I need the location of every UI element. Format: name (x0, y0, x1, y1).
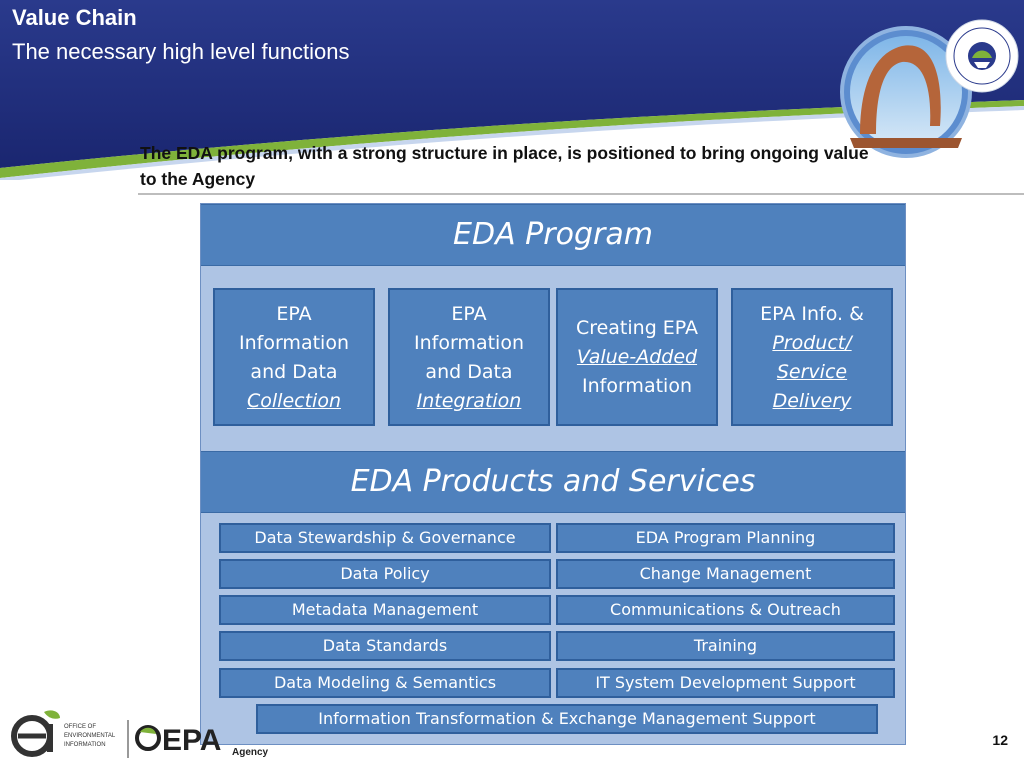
function-box-collection (213, 288, 375, 426)
function-line: and Data (250, 361, 338, 383)
oei-logo-icon (14, 710, 116, 754)
headline-divider (138, 193, 1024, 195)
svg-text:Agency: Agency (232, 747, 269, 758)
service-item: Change Management (556, 559, 895, 589)
function-emphasis: Value-Added (576, 345, 698, 368)
service-item: Data Stewardship & Governance (219, 523, 551, 553)
footer-logos (6, 706, 276, 766)
function-emphasis: Product/ (772, 332, 852, 354)
service-item: Data Standards (219, 631, 551, 661)
service-item: Data Modeling & Semantics (219, 668, 551, 698)
service-item: Metadata Management (219, 595, 551, 625)
function-line: and Data (425, 361, 513, 383)
service-item: IT System Development Support (556, 668, 895, 698)
value-chain-diagram (200, 203, 906, 745)
service-item: Training (556, 631, 895, 661)
function-line: EPA (276, 303, 312, 325)
slide-subtitle: The necessary high level functions (12, 39, 350, 64)
service-item: Data Policy (219, 559, 551, 589)
function-box-integration (388, 288, 550, 426)
slide-title: Value Chain (12, 5, 137, 30)
function-line: Creating EPA (575, 316, 699, 339)
eda-products-header: EDA Products and Services (201, 451, 905, 513)
epa-logo-icon (137, 724, 269, 758)
function-line: Information (414, 332, 524, 354)
svg-text:ENVIRONMENTAL: ENVIRONMENTAL (64, 733, 116, 739)
function-emphasis: Collection (247, 390, 341, 412)
function-line: Information (239, 332, 349, 354)
function-box-value-added (556, 288, 718, 426)
function-line: EPA Info. & (760, 303, 864, 325)
headline-text: The EDA program, with a strong structure in place, is positioned to bring ongoing value to the Agency (140, 143, 869, 189)
function-line: Information (582, 374, 692, 397)
page-number: 12 (992, 732, 1008, 748)
svg-text:EPA: EPA (162, 724, 222, 757)
service-item-wide: Information Transformation & Exchange Management Support (256, 704, 878, 734)
service-item: EDA Program Planning (556, 523, 895, 553)
service-item: Communications & Outreach (556, 595, 895, 625)
svg-text:OFFICE OF: OFFICE OF (64, 724, 96, 730)
function-line: EPA (451, 303, 487, 325)
function-emphasis: Service (776, 361, 848, 383)
eda-program-header: EDA Program (201, 204, 905, 266)
function-emphasis: Delivery (772, 390, 852, 412)
function-box-delivery (731, 288, 893, 426)
svg-text:INFORMATION: INFORMATION (64, 742, 106, 748)
function-emphasis: Integration (416, 390, 522, 412)
